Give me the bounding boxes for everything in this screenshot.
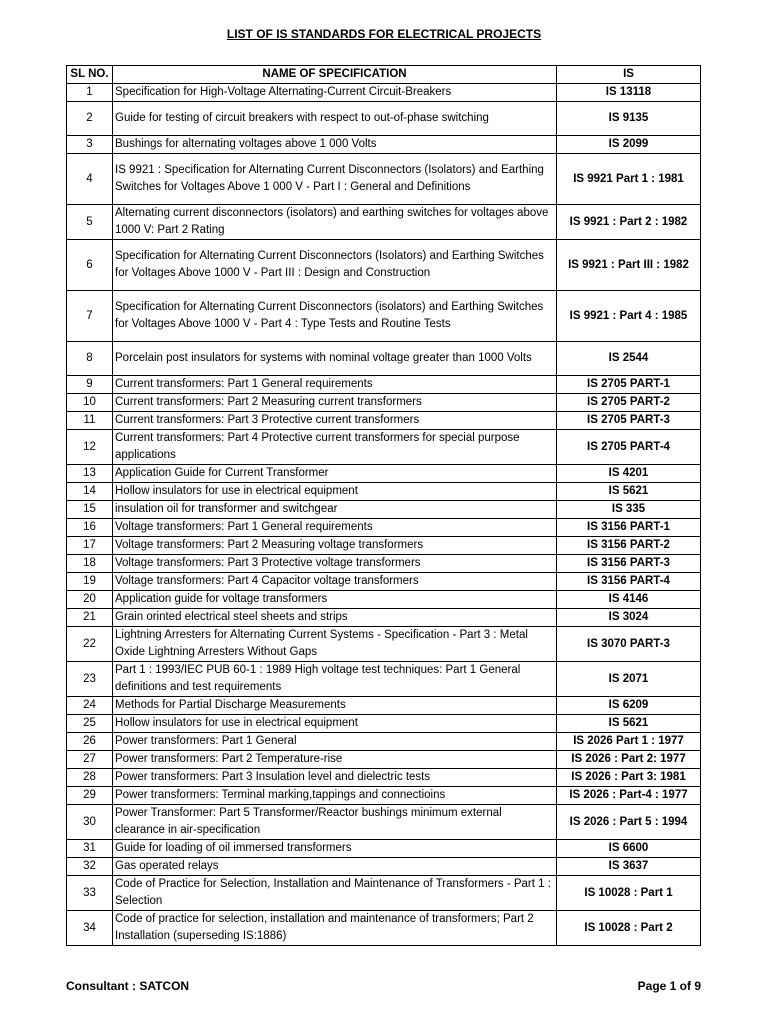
sl-number-cell: 1 <box>67 84 113 102</box>
table-header-row <box>67 66 701 84</box>
table-body <box>67 84 701 946</box>
table-row <box>67 291 701 342</box>
table-row <box>67 154 701 205</box>
is-code-cell: IS 2026 : Part-4 : 1977 <box>557 787 701 805</box>
sl-number-cell: 23 <box>67 662 113 697</box>
specification-name-cell: Voltage transformers: Part 4 Capacitor voltage transformers <box>113 573 557 591</box>
sl-number-cell: 7 <box>67 291 113 342</box>
sl-number-cell: 19 <box>67 573 113 591</box>
is-code-cell: IS 9921 Part 1 : 1981 <box>557 154 701 205</box>
table-row <box>67 840 701 858</box>
specification-name-cell: Application Guide for Current Transformer <box>113 465 557 483</box>
table-row <box>67 787 701 805</box>
table-row <box>67 465 701 483</box>
is-code-cell: IS 2026 : Part 2: 1977 <box>557 751 701 769</box>
specification-name-cell: Part 1 : 1993/IEC PUB 60-1 : 1989 High voltage test techniques: Part 1 General definitions and test requirements <box>113 662 557 697</box>
is-code-cell: IS 10028 : Part 2 <box>557 911 701 946</box>
is-code-cell: IS 2026 : Part 3: 1981 <box>557 769 701 787</box>
table-row <box>67 627 701 662</box>
specification-name-cell: Code of practice for selection, installation and maintenance of transformers; Part 2 Installation (superseding IS:1886) <box>113 911 557 946</box>
is-code-cell: IS 2705 PART-1 <box>557 376 701 394</box>
specification-name-cell: Power transformers: Part 3 Insulation level and dielectric tests <box>113 769 557 787</box>
specification-name-cell: Specification for Alternating Current Disconnectors (isolators) and Earthing Switches for Voltages Above 1000 V - Part 4 : Type Tests and Routine Tests <box>113 291 557 342</box>
specification-name-cell: Lightning Arresters for Alternating Current Systems - Specification - Part 3 : Metal Oxide Lightning Arresters Without Gaps <box>113 627 557 662</box>
is-code-cell: IS 9921 : Part 4 : 1985 <box>557 291 701 342</box>
table-row <box>67 501 701 519</box>
is-code-cell: IS 6600 <box>557 840 701 858</box>
specification-name-cell: Methods for Partial Discharge Measurements <box>113 697 557 715</box>
table-row <box>67 519 701 537</box>
table-row <box>67 136 701 154</box>
is-code-cell: IS 3070 PART-3 <box>557 627 701 662</box>
specification-name-cell: Voltage transformers: Part 1 General requirements <box>113 519 557 537</box>
is-code-cell: IS 4201 <box>557 465 701 483</box>
table-row <box>67 573 701 591</box>
is-code-cell: IS 2099 <box>557 136 701 154</box>
table-row <box>67 805 701 840</box>
table-row <box>67 376 701 394</box>
table-row <box>67 84 701 102</box>
is-code-cell: IS 3156 PART-1 <box>557 519 701 537</box>
header-is: IS <box>557 66 701 84</box>
sl-number-cell: 27 <box>67 751 113 769</box>
specification-name-cell: Application guide for voltage transformers <box>113 591 557 609</box>
sl-number-cell: 9 <box>67 376 113 394</box>
specification-name-cell: Code of Practice for Selection, Installation and Maintenance of Transformers - Part 1 : Selection <box>113 876 557 911</box>
is-code-cell: IS 13118 <box>557 84 701 102</box>
specification-name-cell: Gas operated relays <box>113 858 557 876</box>
sl-number-cell: 17 <box>67 537 113 555</box>
table-row <box>67 715 701 733</box>
specification-name-cell: Hollow insulators for use in electrical equipment <box>113 715 557 733</box>
is-code-cell: IS 335 <box>557 501 701 519</box>
sl-number-cell: 11 <box>67 412 113 430</box>
is-code-cell: IS 4146 <box>557 591 701 609</box>
is-code-cell: IS 9921 : Part III : 1982 <box>557 240 701 291</box>
table-row <box>67 412 701 430</box>
is-code-cell: IS 3637 <box>557 858 701 876</box>
specification-name-cell: Hollow insulators for use in electrical equipment <box>113 483 557 501</box>
is-code-cell: IS 2705 PART-4 <box>557 430 701 465</box>
specification-name-cell: Porcelain post insulators for systems with nominal voltage greater than 1000 Volts <box>113 342 557 376</box>
sl-number-cell: 6 <box>67 240 113 291</box>
is-code-cell: IS 3156 PART-3 <box>557 555 701 573</box>
is-code-cell: IS 10028 : Part 1 <box>557 876 701 911</box>
table-row <box>67 394 701 412</box>
specification-name-cell: Alternating current disconnectors (isolators) and earthing switches for voltages above 1000 V: Part 2 Rating <box>113 205 557 240</box>
sl-number-cell: 10 <box>67 394 113 412</box>
specification-name-cell: Current transformers: Part 3 Protective current transformers <box>113 412 557 430</box>
specification-name-cell: Current transformers: Part 2 Measuring current transformers <box>113 394 557 412</box>
sl-number-cell: 15 <box>67 501 113 519</box>
specification-name-cell: Guide for testing of circuit breakers with respect to out-of-phase switching <box>113 102 557 136</box>
table-row <box>67 911 701 946</box>
specification-name-cell: Power transformers: Terminal marking,tappings and connectioins <box>113 787 557 805</box>
table-row <box>67 430 701 465</box>
is-code-cell: IS 9135 <box>557 102 701 136</box>
sl-number-cell: 2 <box>67 102 113 136</box>
table-row <box>67 697 701 715</box>
specification-name-cell: Voltage transformers: Part 2 Measuring voltage transformers <box>113 537 557 555</box>
sl-number-cell: 28 <box>67 769 113 787</box>
table-row <box>67 537 701 555</box>
specification-name-cell: Grain orinted electrical steel sheets and strips <box>113 609 557 627</box>
is-code-cell: IS 3156 PART-2 <box>557 537 701 555</box>
sl-number-cell: 30 <box>67 805 113 840</box>
sl-number-cell: 4 <box>67 154 113 205</box>
table-row <box>67 102 701 136</box>
specification-name-cell: IS 9921 : Specification for Alternating Current Disconnectors (Isolators) and Earthing Switches for Voltages Above 1 000 V - Part I : General and Definitions <box>113 154 557 205</box>
table-row <box>67 751 701 769</box>
sl-number-cell: 18 <box>67 555 113 573</box>
standards-table <box>66 65 701 946</box>
is-code-cell: IS 2705 PART-3 <box>557 412 701 430</box>
table-row <box>67 483 701 501</box>
is-code-cell: IS 2026 : Part 5 : 1994 <box>557 805 701 840</box>
table-row <box>67 662 701 697</box>
sl-number-cell: 3 <box>67 136 113 154</box>
header-sl-no: SL NO. <box>67 66 113 84</box>
is-code-cell: IS 5621 <box>557 715 701 733</box>
is-code-cell: IS 6209 <box>557 697 701 715</box>
is-code-cell: IS 2071 <box>557 662 701 697</box>
sl-number-cell: 13 <box>67 465 113 483</box>
sl-number-cell: 20 <box>67 591 113 609</box>
is-code-cell: IS 2705 PART-2 <box>557 394 701 412</box>
is-code-cell: IS 2026 Part 1 : 1977 <box>557 733 701 751</box>
specification-name-cell: Specification for Alternating Current Disconnectors (Isolators) and Earthing Switches for Voltages Above 1000 V - Part III : Design and Construction <box>113 240 557 291</box>
sl-number-cell: 12 <box>67 430 113 465</box>
specification-name-cell: Power Transformer: Part 5 Transformer/Reactor bushings minimum external clearance in air-specification <box>113 805 557 840</box>
sl-number-cell: 5 <box>67 205 113 240</box>
table-row <box>67 858 701 876</box>
footer-consultant: Consultant : SATCON <box>66 979 190 993</box>
sl-number-cell: 25 <box>67 715 113 733</box>
sl-number-cell: 22 <box>67 627 113 662</box>
specification-name-cell: Power transformers: Part 2 Temperature-rise <box>113 751 557 769</box>
document-title: LIST OF IS STANDARDS FOR ELECTRICAL PROJECTS <box>226 27 542 41</box>
specification-name-cell: Bushings for alternating voltages above 1 000 Volts <box>113 136 557 154</box>
specification-name-cell: Current transformers: Part 4 Protective current transformers for special purpose applications <box>113 430 557 465</box>
sl-number-cell: 24 <box>67 697 113 715</box>
specification-name-cell: Specification for High-Voltage Alternating-Current Circuit-Breakers <box>113 84 557 102</box>
specification-name-cell: Voltage transformers: Part 3 Protective voltage transformers <box>113 555 557 573</box>
sl-number-cell: 21 <box>67 609 113 627</box>
table-row <box>67 342 701 376</box>
header-name-of-specification: NAME OF SPECIFICATION <box>113 66 557 84</box>
sl-number-cell: 29 <box>67 787 113 805</box>
table-row <box>67 769 701 787</box>
specification-name-cell: Guide for loading of oil immersed transformers <box>113 840 557 858</box>
table-row <box>67 240 701 291</box>
table-row <box>67 555 701 573</box>
is-code-cell: IS 2544 <box>557 342 701 376</box>
footer-page-number: Page 1 of 9 <box>637 979 701 993</box>
specification-name-cell: Current transformers: Part 1 General requirements <box>113 376 557 394</box>
is-code-cell: IS 3156 PART-4 <box>557 573 701 591</box>
specification-name-cell: insulation oil for transformer and switchgear <box>113 501 557 519</box>
sl-number-cell: 31 <box>67 840 113 858</box>
table-row <box>67 609 701 627</box>
sl-number-cell: 26 <box>67 733 113 751</box>
is-code-cell: IS 9921 : Part 2 : 1982 <box>557 205 701 240</box>
is-code-cell: IS 3024 <box>557 609 701 627</box>
table-row <box>67 876 701 911</box>
sl-number-cell: 33 <box>67 876 113 911</box>
table-row <box>67 733 701 751</box>
sl-number-cell: 8 <box>67 342 113 376</box>
table-row <box>67 205 701 240</box>
table-row <box>67 591 701 609</box>
sl-number-cell: 32 <box>67 858 113 876</box>
sl-number-cell: 34 <box>67 911 113 946</box>
specification-name-cell: Power transformers: Part 1 General <box>113 733 557 751</box>
sl-number-cell: 16 <box>67 519 113 537</box>
is-code-cell: IS 5621 <box>557 483 701 501</box>
sl-number-cell: 14 <box>67 483 113 501</box>
